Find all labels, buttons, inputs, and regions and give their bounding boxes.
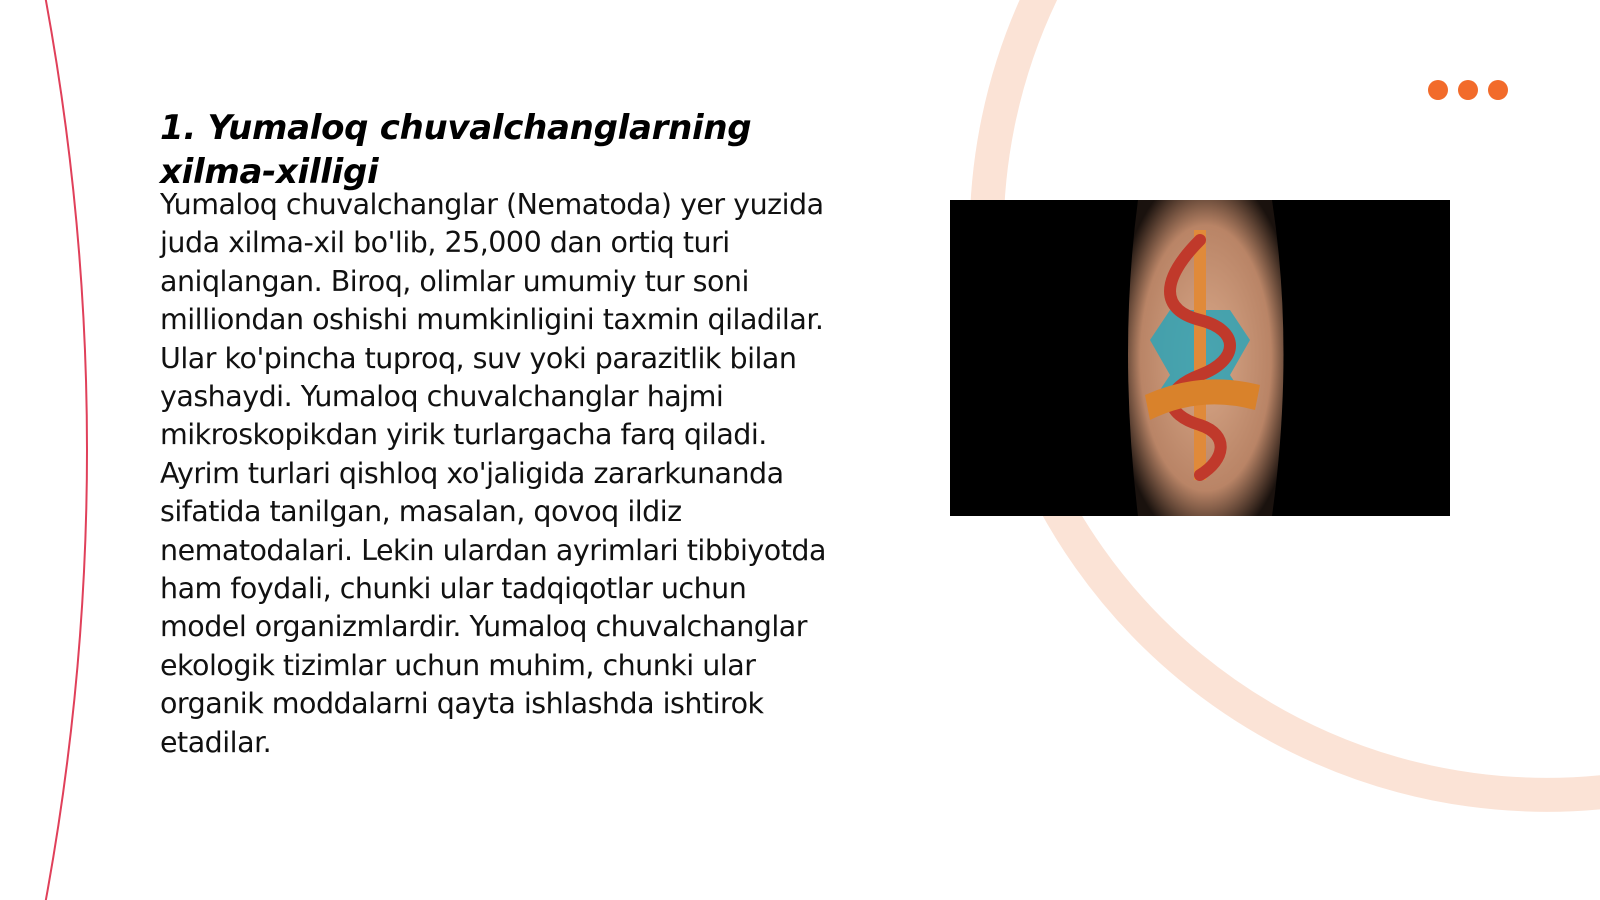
slide-body-text: Yumaloq chuvalchanglar (Nematoda) yer yuzida juda xilma-xil bo'lib, 25,000 dan ortiq turi aniqlangan. Biroq, olimlar umumiy tur soni milliondan oshishi mumkinligini taxmin qiladilar. Ular ko'pincha tuproq, suv yoki parazitlik bilan yashaydi. Yumaloq chuvalchanglar hajmi mikroskopikdan yirik turlargacha farq qiladi. Ayrim turlari qishloq xo'jaligida zararkunanda sifatida tanilgan, masalan, qovoq ildiz nematodalari. Lekin ulardan ayrimlari tibbiyotda ham foydali, chunki ular tadqiqotlar uchun model organizmlardir. Yumaloq chuvalchanglar ekologik tizimlar uchun muhim, chunki ular organik moddalarni qayta ishlashda ishtirok etadilar. bbox=[160, 188, 826, 759]
dot-2 bbox=[1458, 80, 1478, 100]
decorative-line bbox=[44, 0, 87, 900]
slide-title: 1. Yumaloq chuvalchanglarning xilma-xilligi bbox=[160, 108, 752, 192]
tattoo-staff bbox=[1194, 230, 1206, 480]
dot-3 bbox=[1488, 80, 1508, 100]
dot-1 bbox=[1428, 80, 1448, 100]
tattoo-photo bbox=[950, 200, 1450, 516]
menu-dots bbox=[1428, 80, 1508, 100]
